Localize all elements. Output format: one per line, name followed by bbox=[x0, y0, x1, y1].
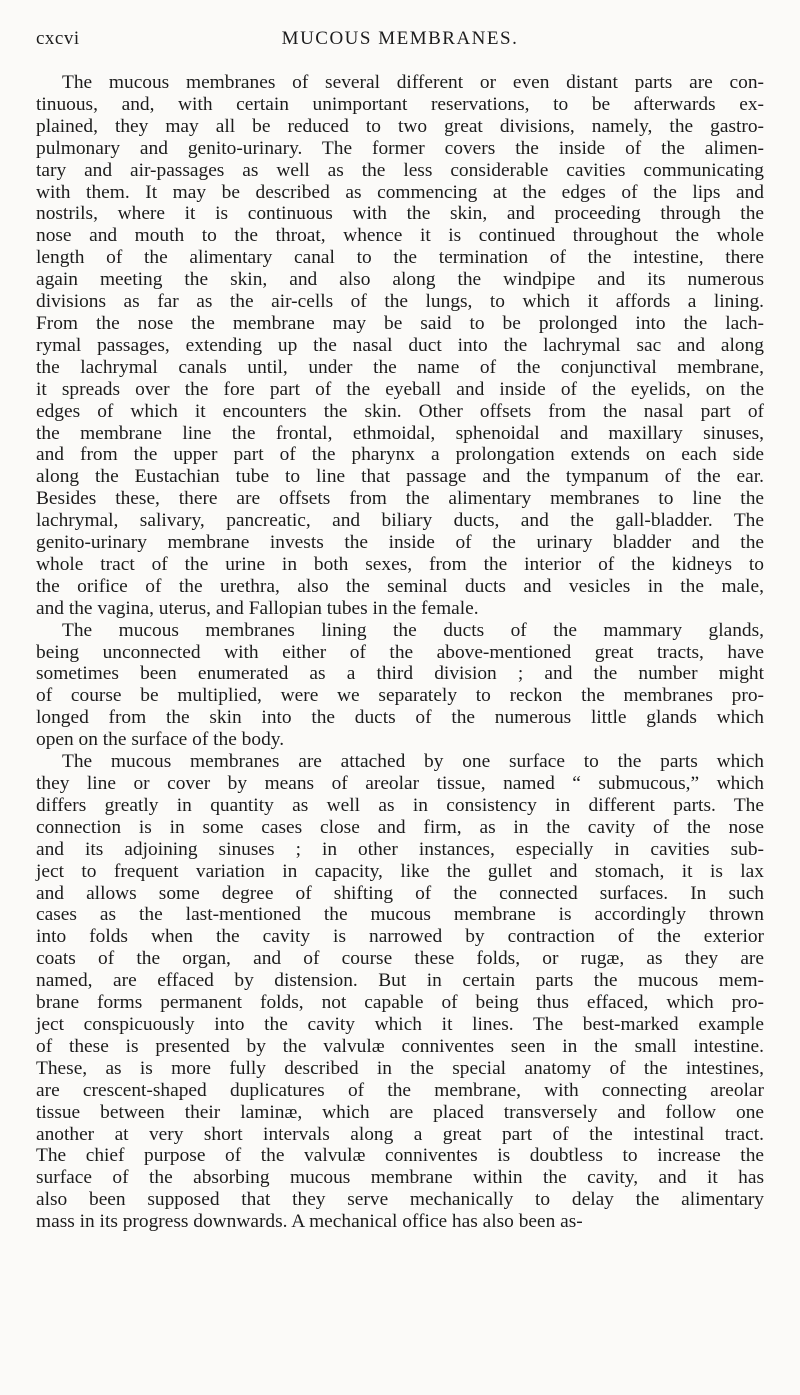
body-text bbox=[36, 72, 764, 1233]
text-line: length of the alimentary canal to the termination of the intestine, there bbox=[36, 247, 764, 269]
text-line: divisions as far as the air-cells of the lungs, to which it affords a lining. bbox=[36, 291, 764, 313]
text-line: it spreads over the fore part of the eyeball and inside of the eyelids, on the bbox=[36, 378, 764, 400]
text-line: brane forms permanent folds, not capable of being thus effaced, which pro- bbox=[36, 992, 764, 1014]
text-line: whole tract of the urine in both sexes, from the interior of the kidneys to bbox=[36, 553, 764, 575]
text-line: with them. It may be described as commencing at the edges of the lips and bbox=[36, 181, 764, 203]
text-line: plained, they may all be reduced to two great divisions, namely, the gastro- bbox=[36, 115, 764, 137]
text-line: nose and mouth to the throat, whence it is continued throughout the whole bbox=[36, 225, 764, 247]
text-line: genito-urinary membrane invests the inside of the urinary bladder and the bbox=[36, 532, 764, 554]
running-title: MUCOUS MEMBRANES. bbox=[281, 28, 519, 49]
text-line: the membrane line the frontal, ethmoidal, sphenoidal and maxillary sinuses, bbox=[36, 422, 764, 444]
text-line: From the nose the membrane may be said to be prolonged into the lach- bbox=[36, 312, 764, 334]
text-line: The chief purpose of the valvulæ conniventes is doubtless to increase the bbox=[36, 1145, 764, 1167]
text-line: tary and air-passages as well as the less considerable cavities communicating bbox=[36, 159, 764, 181]
text-line: tissue between their laminæ, which are placed transversely and follow one bbox=[36, 1101, 764, 1123]
text-line: These, as is more fully described in the special anatomy of the intestines, bbox=[36, 1057, 764, 1079]
text-line: sometimes been enumerated as a third division ; and the number might bbox=[36, 663, 764, 685]
text-line: and its adjoining sinuses ; in other instances, especially in cavities sub- bbox=[36, 838, 764, 860]
text-line: rymal passages, extending up the nasal duct into the lachrymal sac and along bbox=[36, 334, 764, 356]
text-line: The mucous membranes lining the ducts of the mammary glands, bbox=[62, 619, 764, 641]
text-line: are crescent-shaped duplicatures of the membrane, with connecting areolar bbox=[36, 1079, 764, 1101]
text-line: ject to frequent variation in capacity, like the gullet and stomach, it is lax bbox=[36, 860, 764, 882]
text-line: and allows some degree of shifting of the connected surfaces. In such bbox=[36, 882, 764, 904]
text-line: surface of the absorbing mucous membrane within the cavity, and it has bbox=[36, 1167, 764, 1189]
paragraph bbox=[36, 72, 764, 620]
page-number: cxcvi bbox=[36, 28, 80, 49]
text-line: connection is in some cases close and firm, as in the cavity of the nose bbox=[36, 816, 764, 838]
text-line: also been supposed that they serve mechanically to delay the alimentary bbox=[36, 1189, 764, 1211]
text-line: again meeting the skin, and also along the windpipe and its numerous bbox=[36, 269, 764, 291]
text-line: named, are effaced by distension. But in certain parts the mucous mem- bbox=[36, 970, 764, 992]
paragraph bbox=[36, 751, 764, 1233]
text-line: and from the upper part of the pharynx a prolongation extends on each side bbox=[36, 444, 764, 466]
text-line: nostrils, where it is continuous with the skin, and proceeding through the bbox=[36, 203, 764, 225]
text-line: differs greatly in quantity as well as in consistency in different parts. The bbox=[36, 794, 764, 816]
text-line: the lachrymal canals until, under the name of the conjunctival membrane, bbox=[36, 356, 764, 378]
text-line: being unconnected with either of the above-mentioned great tracts, have bbox=[36, 641, 764, 663]
text-line: they line or cover by means of areolar tissue, named “ submucous,” which bbox=[36, 773, 764, 794]
text-line: longed from the skin into the ducts of the numerous little glands which bbox=[36, 707, 764, 729]
page-header bbox=[36, 22, 764, 52]
text-line: The mucous membranes of several different or even distant parts are con- bbox=[62, 72, 764, 93]
text-line: Besides these, there are offsets from the alimentary membranes to line the bbox=[36, 488, 764, 510]
text-line: another at very short intervals along a great part of the intestinal tract. bbox=[36, 1123, 764, 1145]
text-line: tinuous, and, with certain unimportant reservations, to be afterwards ex- bbox=[36, 93, 764, 115]
text-line: coats of the organ, and of course these folds, or rugæ, as they are bbox=[36, 948, 764, 970]
text-line: open on the surface of the body. bbox=[36, 729, 285, 751]
text-line: mass in its progress downwards. A mechanical office has also been as- bbox=[36, 1211, 583, 1233]
paragraph bbox=[36, 620, 764, 751]
text-line: of these is presented by the valvulæ conniventes seen in the small intestine. bbox=[36, 1035, 764, 1057]
text-line: along the Eustachian tube to line that passage and the tympanum of the ear. bbox=[36, 466, 764, 488]
text-line: and the vagina, uterus, and Fallopian tubes in the female. bbox=[36, 597, 479, 619]
text-line: lachrymal, salivary, pancreatic, and biliary ducts, and the gall-bladder. The bbox=[36, 510, 764, 532]
text-line: into folds when the cavity is narrowed by contraction of the exterior bbox=[36, 926, 764, 948]
text-line: ject conspicuously into the cavity which it lines. The best-marked example bbox=[36, 1013, 764, 1035]
text-line: cases as the last-mentioned the mucous membrane is accordingly thrown bbox=[36, 904, 764, 926]
text-line: edges of which it encounters the skin. Other offsets from the nasal part of bbox=[36, 400, 764, 422]
text-line: the orifice of the urethra, also the seminal ducts and vesicles in the male, bbox=[36, 575, 764, 597]
text-line: of course be multiplied, were we separately to reckon the membranes pro- bbox=[36, 685, 764, 707]
text-line: pulmonary and genito-urinary. The former covers the inside of the alimen- bbox=[36, 137, 764, 159]
text-line: The mucous membranes are attached by one surface to the parts which bbox=[62, 751, 764, 773]
